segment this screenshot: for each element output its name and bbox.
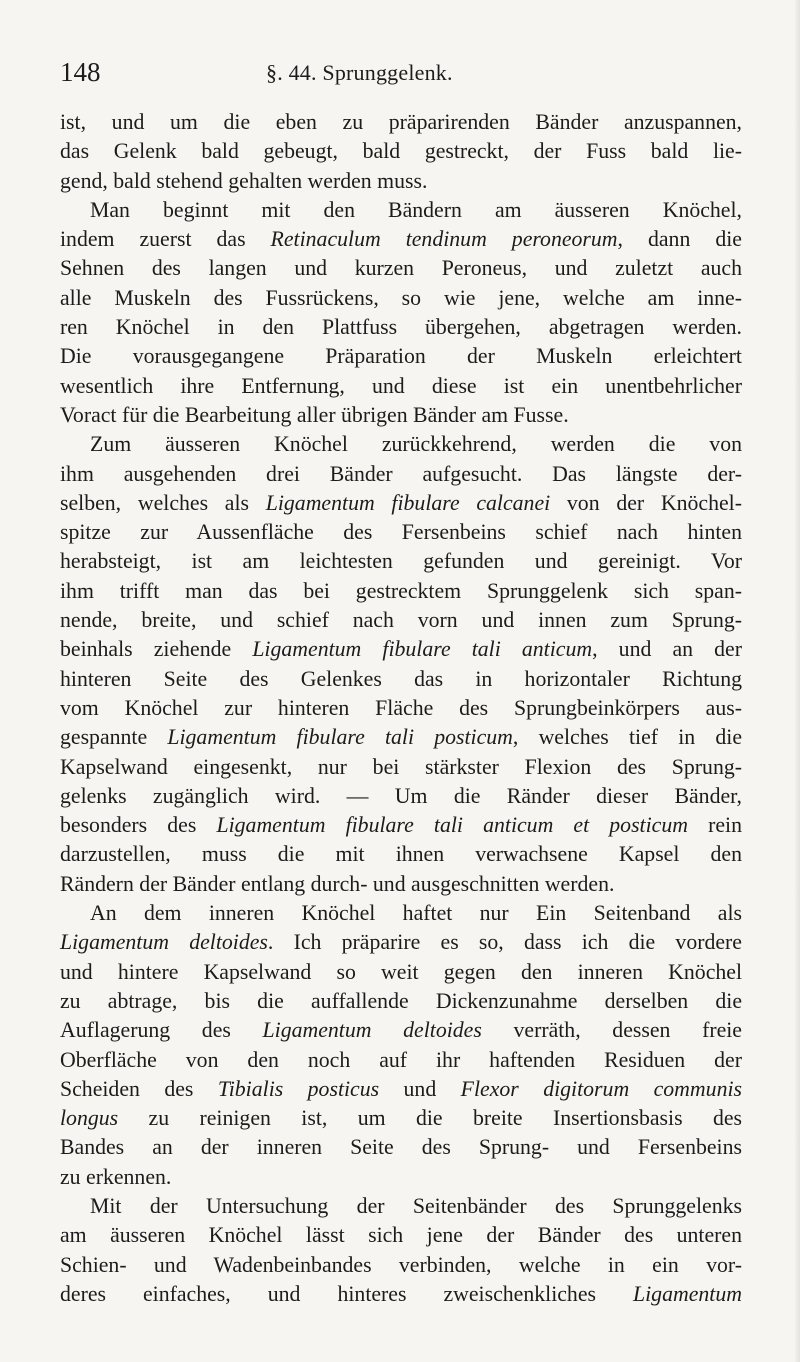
page-number: 148 bbox=[60, 57, 101, 87]
text-run: Oberfläche von den noch auf ihr haftenden Residuen der bbox=[60, 1047, 742, 1072]
text-line bbox=[60, 1075, 742, 1104]
text-line bbox=[60, 430, 742, 459]
latin-term: Flexor digitorum communis bbox=[460, 1076, 743, 1101]
text-line bbox=[60, 723, 742, 752]
latin-term: Ligamentum fibulare tali anticum bbox=[252, 637, 593, 662]
text-line bbox=[60, 137, 742, 166]
text-run: Schien- und Wadenbeinbandes verbinden, welche in ein vor- bbox=[60, 1252, 742, 1277]
latin-term: Ligamentum fibulare tali posticum bbox=[167, 725, 513, 750]
text-line bbox=[60, 870, 742, 899]
latin-term: Ligamentum fibulare tali anticum et posticum bbox=[216, 813, 688, 838]
text-run: ren Knöchel in den Plattfuss übergehen, abgetragen werden. bbox=[60, 315, 742, 340]
text-run: hinteren Seite des Gelenkes das in horizontaler Richtung bbox=[60, 666, 742, 691]
text-line bbox=[60, 547, 742, 576]
text-run: herabsteigt, ist am leichtesten gefunden und gereinigt. Vor bbox=[60, 549, 742, 574]
text-line bbox=[60, 811, 742, 840]
text-line bbox=[60, 225, 742, 254]
text-line bbox=[60, 460, 742, 489]
text-run: zu abtrage, bis die auffallende Dickenzunahme derselben die bbox=[60, 988, 742, 1013]
text-line bbox=[60, 167, 742, 196]
text-run: rein bbox=[687, 813, 742, 838]
text-line bbox=[60, 840, 742, 869]
text-run: besonders des bbox=[60, 813, 217, 838]
text-run: und bbox=[379, 1076, 461, 1101]
running-head: §. 44. Sprunggelenk. bbox=[266, 60, 453, 85]
text-run: deres einfaches, und hinteres zweischenkliches bbox=[60, 1281, 633, 1306]
text-line bbox=[60, 665, 742, 694]
text-run: selben, welches als bbox=[60, 490, 266, 515]
text-line bbox=[60, 1221, 742, 1250]
text-run: zu reinigen ist, um die breite Insertionsbasis des bbox=[118, 1106, 742, 1131]
text-run: vom Knöchel zur hinteren Fläche des Sprungbeinkörpers aus- bbox=[60, 695, 742, 720]
text-line bbox=[60, 899, 742, 928]
text-run: Scheiden des bbox=[60, 1076, 218, 1101]
text-line bbox=[60, 635, 742, 664]
text-run: An dem inneren Knöchel haftet nur Ein Seitenband als bbox=[90, 901, 742, 926]
text-run: am äusseren Knöchel lässt sich jene der Bänder des unteren bbox=[60, 1223, 742, 1248]
text-line bbox=[60, 1016, 742, 1045]
text-line bbox=[60, 1163, 742, 1192]
latin-term: Ligamentum bbox=[633, 1281, 742, 1306]
text-run: Kapselwand eingesenkt, nur bei stärkster Flexion des Sprung- bbox=[60, 754, 742, 779]
latin-term: Ligamentum deltoides bbox=[262, 1018, 482, 1043]
text-line bbox=[60, 1046, 742, 1075]
text-line bbox=[60, 958, 742, 987]
page-header bbox=[60, 54, 740, 90]
text-line bbox=[60, 782, 742, 811]
text-line bbox=[60, 1251, 742, 1280]
text-run: spitze zur Aussenfläche des Fersenbeins schief nach hinten bbox=[60, 520, 742, 545]
page-edge-shadow bbox=[794, 0, 800, 1362]
text-line bbox=[60, 401, 742, 430]
text-line bbox=[60, 987, 742, 1016]
text-line bbox=[60, 1192, 742, 1221]
latin-term: longus bbox=[60, 1106, 119, 1131]
text-line bbox=[60, 342, 742, 371]
text-line bbox=[60, 753, 742, 782]
text-run: , welches tief in die bbox=[512, 725, 742, 750]
latin-term: Retinaculum tendinum peroneorum bbox=[270, 227, 618, 252]
text-line bbox=[60, 577, 742, 606]
text-line bbox=[60, 1104, 742, 1133]
text-line bbox=[60, 1133, 742, 1162]
text-line bbox=[60, 606, 742, 635]
text-run: wesentlich ihre Entfernung, und diese ist ein unentbehrlicher bbox=[60, 373, 742, 398]
latin-term: Ligamentum deltoides bbox=[60, 930, 268, 955]
text-run: beinhals ziehende bbox=[60, 637, 253, 662]
text-run: das Gelenk bald gebeugt, bald gestreckt, der Fuss bald lie- bbox=[60, 139, 742, 164]
text-line bbox=[60, 196, 742, 225]
text-run: ist, und um die eben zu präparirenden Bänder anzuspannen, bbox=[60, 110, 742, 134]
text-line bbox=[60, 372, 742, 401]
text-run: von der Knöchel- bbox=[550, 490, 742, 515]
text-run: Die vorausgegangene Präparation der Muskeln erleichtert bbox=[60, 344, 742, 369]
text-line bbox=[60, 694, 742, 723]
text-run: Bandes an der inneren Seite des Sprung- und Fersenbeins bbox=[60, 1135, 742, 1160]
latin-term: Tibialis posticus bbox=[217, 1076, 380, 1101]
text-run: Zum äusseren Knöchel zurückkehrend, werden die von bbox=[90, 432, 742, 457]
text-run: Man beginnt mit den Bändern am äusseren Knöchel, bbox=[90, 197, 742, 222]
text-run: Sehnen des langen und kurzen Peroneus, und zuletzt auch bbox=[60, 256, 742, 281]
text-run: gespannte bbox=[60, 725, 168, 750]
text-line bbox=[60, 489, 742, 518]
body-text bbox=[60, 108, 742, 1309]
text-line bbox=[60, 518, 742, 547]
text-line bbox=[60, 108, 742, 137]
text-line bbox=[60, 284, 742, 313]
text-run: zu erkennen. bbox=[60, 1164, 172, 1189]
text-run: Mit der Untersuchung der Seitenbänder des Sprunggelenks bbox=[90, 1193, 742, 1218]
text-run: ihm trifft man das bei gestrecktem Sprunggelenk sich span- bbox=[60, 578, 742, 603]
text-run: und hintere Kapselwand so weit gegen den inneren Knöchel bbox=[60, 959, 742, 984]
text-line bbox=[60, 254, 742, 283]
text-run: , dann die bbox=[617, 227, 742, 252]
text-run: . Ich präparire es so, dass ich die vordere bbox=[267, 930, 742, 955]
text-run: gelenks zugänglich wird. — Um die Ränder dieser Bänder, bbox=[60, 783, 742, 808]
text-line bbox=[60, 928, 742, 957]
text-line bbox=[60, 1280, 742, 1309]
text-run: darzustellen, muss die mit ihnen verwachsene Kapsel den bbox=[60, 842, 742, 867]
latin-term: Ligamentum fibulare calcanei bbox=[265, 490, 551, 515]
text-run: ihm ausgehenden drei Bänder aufgesucht. Das längste der- bbox=[60, 461, 742, 486]
text-run: Auflagerung des bbox=[60, 1018, 263, 1043]
text-run: alle Muskeln des Fussrückens, so wie jene, welche am inne- bbox=[60, 285, 742, 310]
text-run: indem zuerst das bbox=[60, 227, 271, 252]
text-run: Voract für die Bearbeitung aller übrigen Bänder am Fusse. bbox=[60, 402, 569, 427]
text-run: verräth, dessen freie bbox=[481, 1018, 742, 1043]
text-run: nende, breite, und schief nach vorn und innen zum Sprung- bbox=[60, 608, 742, 633]
text-run: , und an der bbox=[592, 637, 742, 662]
text-line bbox=[60, 313, 742, 342]
text-run: gend, bald stehend gehalten werden muss. bbox=[60, 168, 428, 193]
text-run: Rändern der Bänder entlang durch- und ausgeschnitten werden. bbox=[60, 871, 615, 896]
